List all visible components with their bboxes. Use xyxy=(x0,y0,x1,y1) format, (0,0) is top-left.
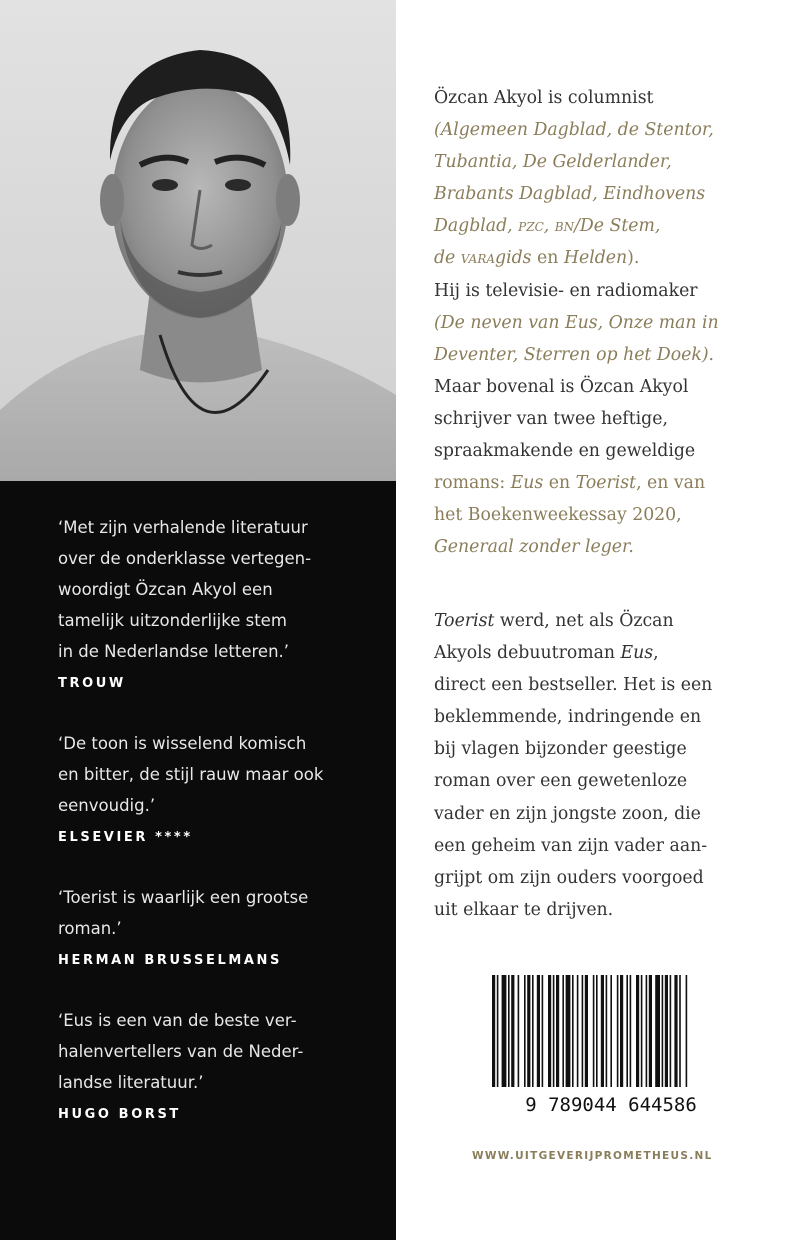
barcode-bar xyxy=(601,975,604,1087)
bio-fragment: ). xyxy=(627,248,640,269)
bio-fragment: romans: xyxy=(434,473,511,494)
barcode-bar xyxy=(610,975,612,1087)
bio-fragment: de xyxy=(434,248,461,269)
barcode-bar xyxy=(548,975,551,1087)
desc-fragment: Akyols debuutroman xyxy=(434,643,621,664)
desc-fragment: Toerist xyxy=(434,611,495,631)
barcode-bar xyxy=(577,975,579,1087)
desc-fragment: , xyxy=(653,643,659,664)
left-panel xyxy=(0,0,396,1240)
bio-line xyxy=(434,242,774,274)
barcode-bar xyxy=(511,975,514,1087)
barcode-bar xyxy=(553,975,555,1087)
barcode-bar xyxy=(674,975,677,1087)
barcode-bar xyxy=(606,975,608,1087)
quote-source: HERMAN BRUSSELMANS xyxy=(58,953,282,968)
desc-line: bij vlagen bijzonder geestige xyxy=(434,739,687,760)
bio-fragment: vara xyxy=(460,248,496,269)
bio-fragment: Helden xyxy=(563,248,628,269)
bio-line xyxy=(434,467,774,499)
quote-line: landse literatuur.’ xyxy=(58,1073,204,1092)
barcode-bar xyxy=(508,975,510,1087)
barcode-bar xyxy=(524,975,526,1087)
author-photo xyxy=(0,0,396,481)
quote-line: woordigt Özcan Akyol een xyxy=(58,580,273,599)
quote-elsevier xyxy=(58,728,378,853)
quote-line: tamelijk uitzonderlijke stem xyxy=(58,611,287,630)
quote-trouw xyxy=(58,512,378,699)
barcode-bar xyxy=(596,975,598,1087)
barcode-bar xyxy=(492,975,495,1087)
bio-fragment: /De Stem, xyxy=(574,216,661,237)
quote-source: HUGO BORST xyxy=(58,1107,181,1122)
desc-line: een geheim van zijn vader aan- xyxy=(434,835,708,856)
barcode-bar xyxy=(502,975,507,1087)
bio-line: Tubantia, De Gelderlander, xyxy=(434,152,672,173)
barcode-bar xyxy=(662,975,664,1087)
barcode-bar xyxy=(686,975,688,1087)
barcode-bar xyxy=(572,975,574,1087)
bio-line: Generaal zonder leger. xyxy=(434,537,634,558)
quote-line: roman.’ xyxy=(58,919,122,938)
barcode-bar xyxy=(670,975,672,1087)
bio-line: Brabants Dagblad, Eindhovens xyxy=(434,184,706,205)
barcode-number: 9 789044 644586 xyxy=(525,1094,697,1115)
barcode-bar xyxy=(617,975,619,1087)
barcode-bar xyxy=(562,975,564,1087)
barcode-graphic xyxy=(480,975,742,1115)
barcode-bar xyxy=(542,975,544,1087)
bio-fragment: bn xyxy=(554,216,575,237)
quote-brusselmans xyxy=(58,882,378,976)
barcode-bar xyxy=(665,975,668,1087)
barcode-bar xyxy=(620,975,623,1087)
bio-line: Özcan Akyol is columnist xyxy=(434,88,654,108)
isbn-barcode xyxy=(480,975,742,1115)
barcode-bar xyxy=(593,975,595,1087)
bio-fragment: en xyxy=(531,248,564,269)
quotes-column xyxy=(58,512,378,1130)
barcode-bar xyxy=(582,975,584,1087)
quote-line: in de Nederlandse letteren.’ xyxy=(58,642,290,661)
quote-line: en bitter, de stijl rauw maar ook xyxy=(58,765,324,784)
quote-line: ‘Met zijn verhalende literatuur xyxy=(58,518,308,537)
barcode-bar xyxy=(585,975,588,1087)
quote-line: eenvoudig.’ xyxy=(58,796,156,815)
barcode-bar xyxy=(630,975,632,1087)
barcode-bar xyxy=(527,975,530,1087)
bio-line: Deventer, Sterren op het Doek). xyxy=(434,344,715,365)
bio-fragment: en xyxy=(543,473,576,494)
desc-line: uit elkaar te drijven. xyxy=(434,899,614,920)
bio-line: Maar bovenal is Özcan Akyol xyxy=(434,376,689,397)
barcode-bar xyxy=(532,975,534,1087)
barcode-bar xyxy=(518,975,520,1087)
barcode-bar xyxy=(646,975,648,1087)
bio-line: het Boekenweekessay 2020, xyxy=(434,505,682,526)
desc-line: direct een bestseller. Het is een xyxy=(434,675,713,696)
desc-fragment: Eus xyxy=(620,643,654,664)
bio-line xyxy=(434,210,774,242)
bio-line: (De neven van Eus, Onze man in xyxy=(434,312,719,333)
barcode-bar xyxy=(537,975,540,1087)
quote-line: ‘De toon is wisselend komisch xyxy=(58,734,307,753)
desc-line xyxy=(434,637,774,669)
bio-line: schrijver van twee heftige, xyxy=(434,408,668,429)
quote-line: over de onderklasse vertegen- xyxy=(58,549,312,568)
barcode-bar xyxy=(649,975,652,1087)
bio-fragment: pzc xyxy=(518,216,544,237)
desc-line: roman over een gewetenloze xyxy=(434,771,688,792)
book-description xyxy=(434,605,774,926)
desc-line xyxy=(434,605,774,637)
bio-fragment: Dagblad, xyxy=(434,216,519,237)
barcode-bar xyxy=(655,975,660,1087)
bio-fragment: Eus xyxy=(510,473,544,494)
bio-line: Hij is televisie- en radiomaker xyxy=(434,280,698,301)
barcode-bar xyxy=(641,975,643,1087)
barcode-bar xyxy=(497,975,499,1087)
bio-fragment: Toerist xyxy=(575,473,637,494)
barcode-bar xyxy=(626,975,628,1087)
barcode-bar xyxy=(556,975,559,1087)
barcode-bar xyxy=(679,975,681,1087)
quote-source: ELSEVIER **** xyxy=(58,830,193,845)
bio-fragment: , en van xyxy=(636,473,706,494)
barcode-bar xyxy=(636,975,639,1087)
quote-line: halenvertellers van de Neder- xyxy=(58,1042,304,1061)
bio-line: spraakmakende en geweldige xyxy=(434,441,696,462)
quote-source: TROUW xyxy=(58,676,126,691)
barcode-bar xyxy=(566,975,571,1087)
publisher-url: WWW.UITGEVERIJPROMETHEUS.NL xyxy=(472,1150,713,1162)
quote-line: ‘Eus is een van de beste ver- xyxy=(58,1011,297,1030)
quote-line: ‘Toerist is waarlijk een grootse xyxy=(58,888,309,907)
desc-line: beklemmende, indringende en xyxy=(434,707,702,728)
author-bio xyxy=(434,82,774,563)
bio-line: (Algemeen Dagblad, de Stentor, xyxy=(434,120,714,141)
bio-fragment: gids xyxy=(495,248,532,269)
bio-fragment: , xyxy=(543,216,555,237)
desc-line: vader en zijn jongste zoon, die xyxy=(434,803,701,824)
desc-line: grijpt om zijn ouders voorgoed xyxy=(434,867,704,888)
desc-fragment: werd, net als Özcan xyxy=(494,611,674,631)
quote-borst xyxy=(58,1005,378,1130)
